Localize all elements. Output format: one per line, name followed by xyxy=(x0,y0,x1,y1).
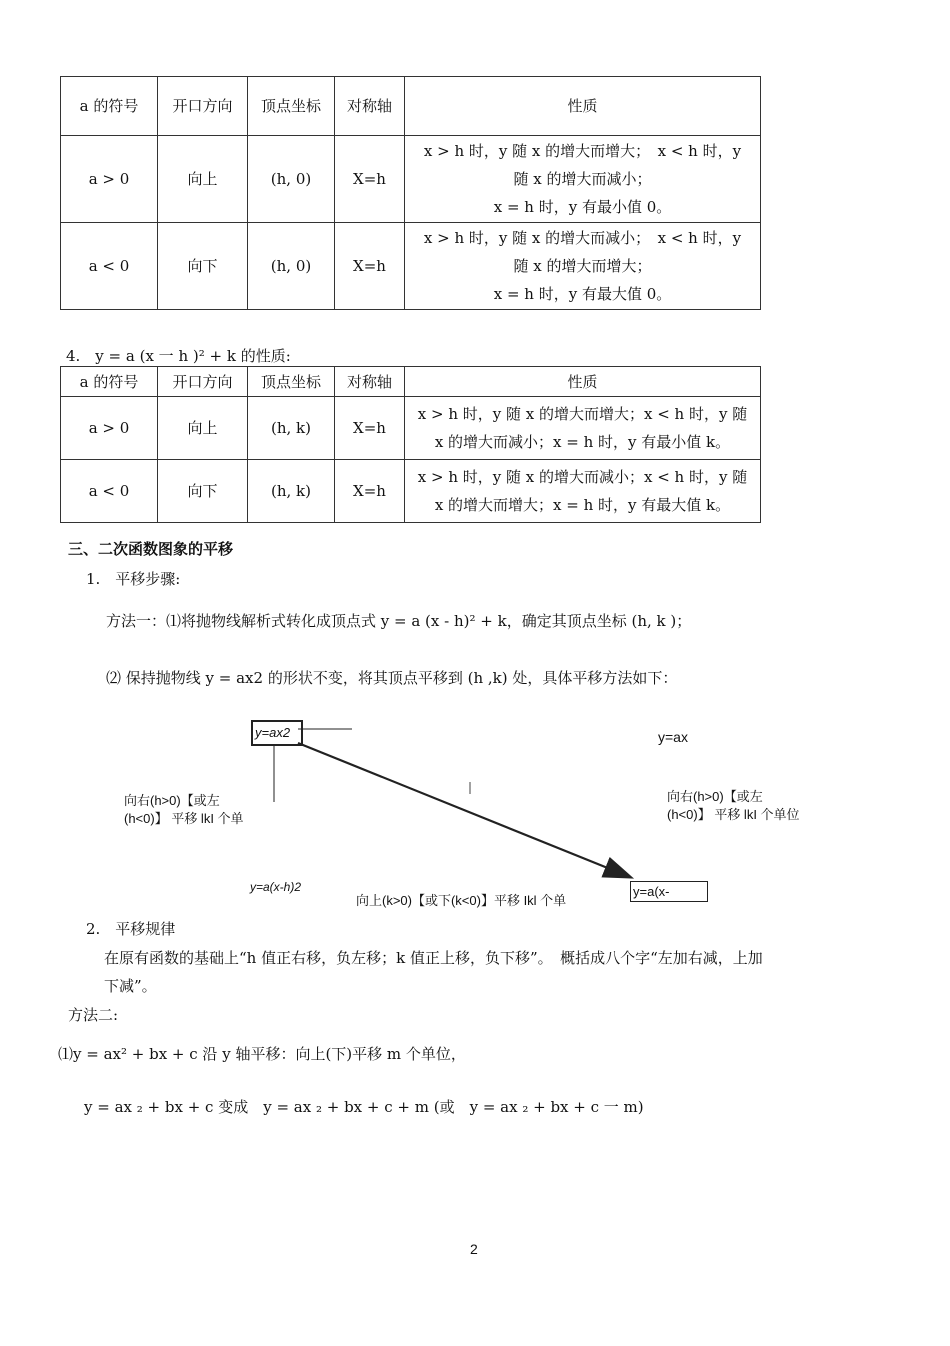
property-line: x > h 时，y 随 x 的增大而减小；x < h 时，y 随 xyxy=(417,468,748,486)
step-2-text xyxy=(104,944,884,1000)
page-number: 2 xyxy=(470,1241,478,1257)
label-top-right: y=ax xyxy=(658,729,688,745)
table-header-row xyxy=(61,77,761,136)
header-cell: 顶点坐标 xyxy=(248,77,335,136)
header-cell: 对称轴 xyxy=(335,77,405,136)
header-cell: 开口方向 xyxy=(158,367,248,397)
property-cell xyxy=(405,136,761,223)
table-row xyxy=(61,223,761,310)
direction-cell: 向上 xyxy=(158,136,248,223)
direction-cell: 向下 xyxy=(158,460,248,523)
axis-cell: X=h xyxy=(335,460,405,523)
step-1-title: 1. 平移步骤: xyxy=(86,570,181,588)
step-2-title: 2. 平移规律 xyxy=(86,920,176,938)
label-right-line: (h<0)】 平移 lkI 个单位 xyxy=(667,807,800,822)
properties-table-1 xyxy=(60,76,761,310)
diagonal-arrow xyxy=(298,743,630,877)
direction-cell: 向上 xyxy=(158,397,248,460)
label-right-line: 向右(h>0)【或左 xyxy=(667,789,763,804)
property-line: x = h 时，y 有最大值 0。 xyxy=(493,285,672,303)
formula-label: y=a(x- xyxy=(633,884,670,899)
step-2-line: 在原有函数的基础上“h 值正右移，负左移；k 值正上移，负下移”。 概括成八个字“左加右减，上加 xyxy=(104,949,763,967)
property-line: x > h 时，y 随 x 的增大而增大；x < h 时，y 随 xyxy=(417,405,748,423)
section-heading: 三、二次函数图象的平移 xyxy=(68,541,234,558)
method-1-line-2: ⑵ 保持抛物线 y = ax2 的形状不变，将其顶点平移到 (h ,k) 处，具体平移方法如下： xyxy=(106,669,678,687)
label-left-line: 向右(h>0)【或左 xyxy=(124,793,220,808)
axis-cell: X=h xyxy=(335,136,405,223)
vertex-cell: (h, k) xyxy=(248,460,335,523)
vertex-cell: (h, k) xyxy=(248,397,335,460)
method-2-line-1: ⑴y = ax² + bx + c 沿 y 轴平移：向上(下)平移 m 个单位， xyxy=(58,1045,466,1063)
formula-label: y=ax2 xyxy=(255,725,291,740)
label-bottom-left: y=a(x-h)2 xyxy=(250,880,302,894)
header-cell: a 的符号 xyxy=(61,367,158,397)
property-line: x > h 时，y 随 x 的增大而减小； x < h 时，y xyxy=(423,229,742,247)
label-left xyxy=(124,792,254,828)
property-line: 随 x 的增大而减小； xyxy=(513,170,652,188)
property-line: x > h 时，y 随 x 的增大而增大； x < h 时，y xyxy=(423,142,742,160)
method-2-line-2: y = ax ₂ + bx + c 变成 y = ax ₂ + bx + c + m (或 y = ax ₂ + bx + c 一 m) xyxy=(84,1098,644,1116)
vertex-cell: (h, 0) xyxy=(248,136,335,223)
header-cell: 顶点坐标 xyxy=(248,367,335,397)
property-line: x 的增大而减小；x = h 时，y 有最小值 k。 xyxy=(434,433,731,451)
method-1-line: 方法一：⑴将抛物线解析式转化成顶点式 y = a (x - h)² + k，确定其顶点坐标 (h, k )； xyxy=(106,612,692,630)
sign-cell: a > 0 xyxy=(61,397,158,460)
axis-cell: X=h xyxy=(335,223,405,310)
property-cell xyxy=(405,397,761,460)
properties-table-2 xyxy=(60,366,761,523)
header-cell: 开口方向 xyxy=(158,77,248,136)
table-row xyxy=(61,397,761,460)
table-row xyxy=(61,460,761,523)
step-2-line: 下减”。 xyxy=(104,977,157,995)
header-cell: 性质 xyxy=(405,77,761,136)
method-2-title: 方法二: xyxy=(68,1006,119,1024)
sign-cell: a < 0 xyxy=(61,460,158,523)
property-cell xyxy=(405,460,761,523)
direction-cell: 向下 xyxy=(158,223,248,310)
label-bottom: 向上(k>0)【或下(k<0)】平移 Ikl 个单 xyxy=(356,893,567,908)
property-line: x = h 时，y 有最小值 0。 xyxy=(493,198,672,216)
header-cell: a 的符号 xyxy=(61,77,158,136)
table-header-row xyxy=(61,367,761,397)
sign-cell: a < 0 xyxy=(61,223,158,310)
header-cell: 性质 xyxy=(405,367,761,397)
axis-cell: X=h xyxy=(335,397,405,460)
table-row xyxy=(61,136,761,223)
property-line: x 的增大而增大；x = h 时，y 有最大值 k。 xyxy=(434,496,731,514)
label-left-line: (h<0)】 平移 lkI 个单 xyxy=(124,811,244,826)
label-right xyxy=(667,788,800,824)
vertex-cell: (h, 0) xyxy=(248,223,335,310)
sign-cell: a > 0 xyxy=(61,136,158,223)
header-cell: 对称轴 xyxy=(335,367,405,397)
property-cell xyxy=(405,223,761,310)
property-line: 随 x 的增大而增大； xyxy=(513,257,652,275)
formula-box-bottom-right xyxy=(630,881,708,902)
formula-box-top-left xyxy=(251,720,303,746)
section-4-title: 4. y = a (x 一 h )² + k 的性质: xyxy=(66,347,291,365)
